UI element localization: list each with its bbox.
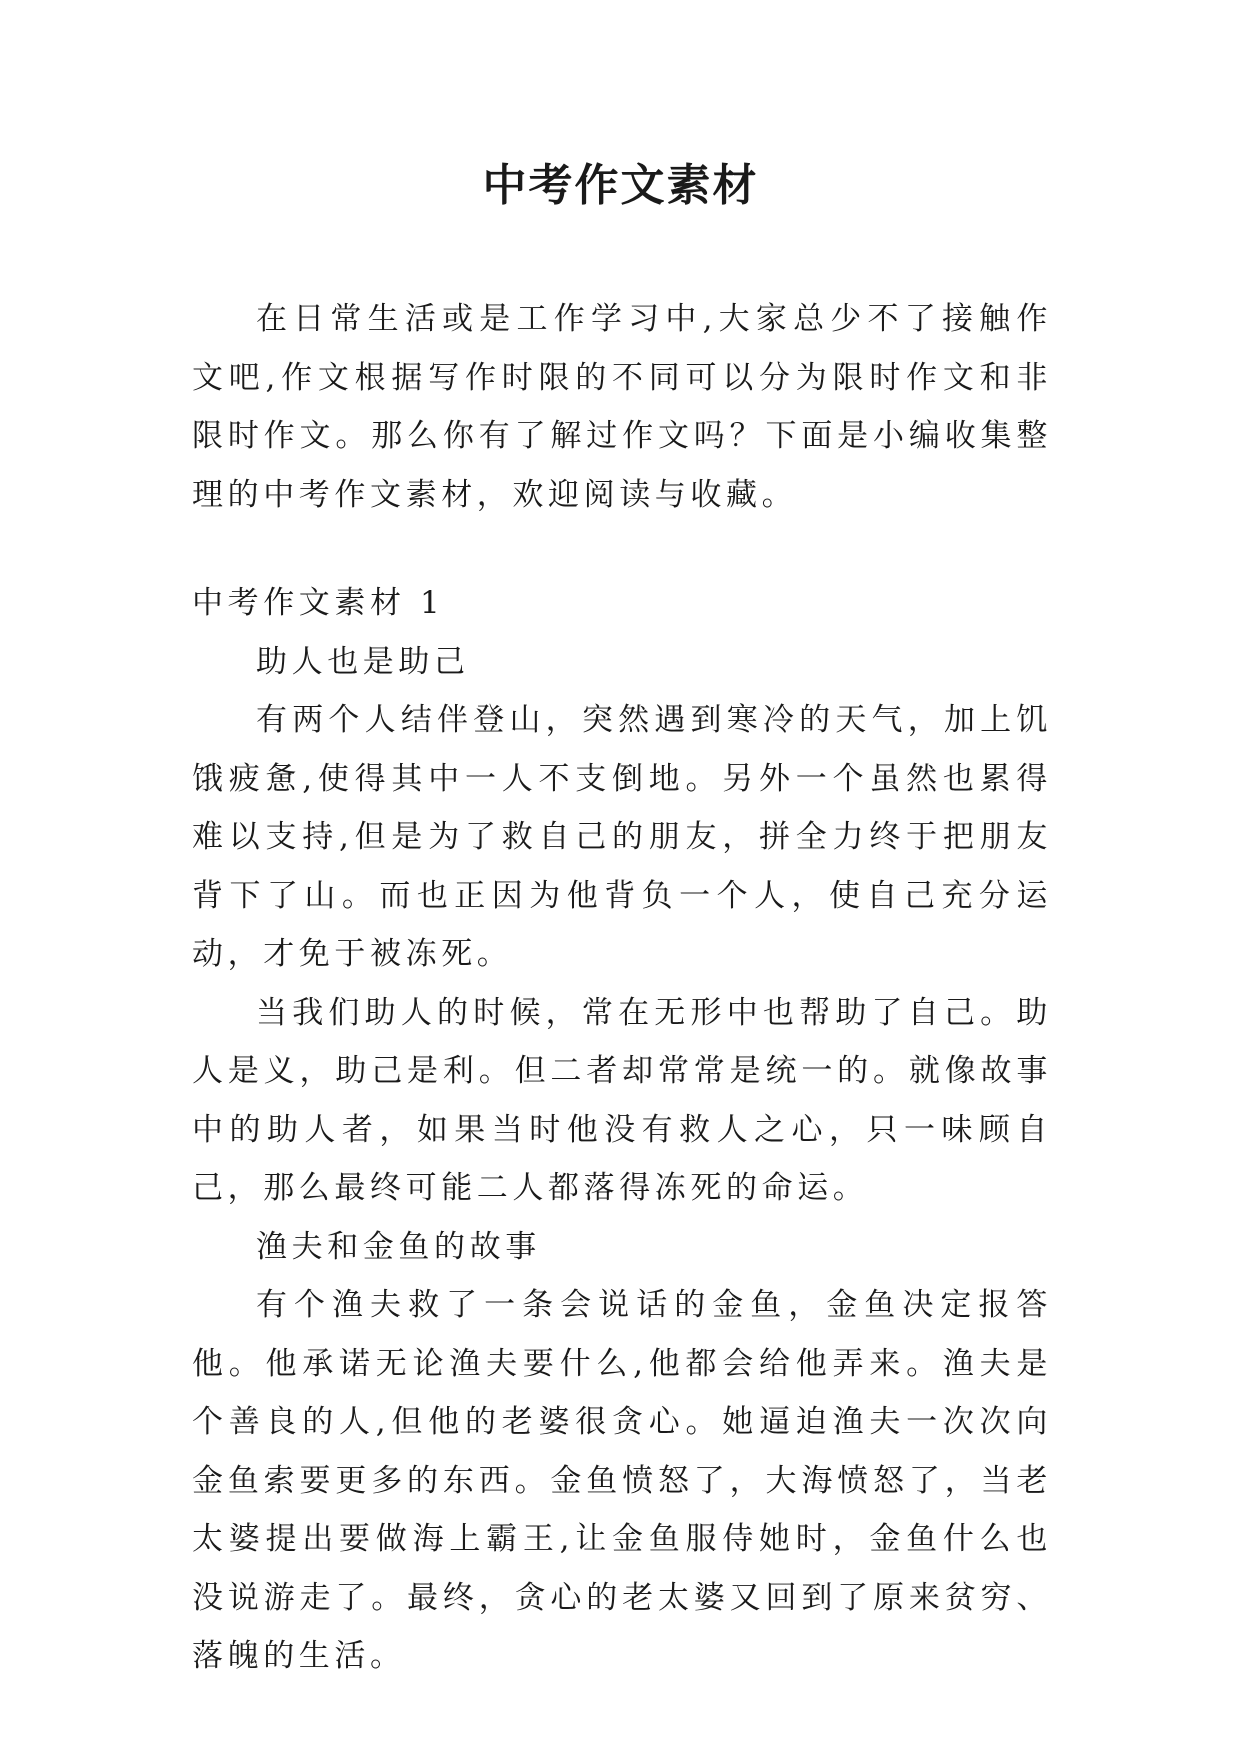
intro-paragraph: 在日常生活或是工作学习中,大家总少不了接触作文吧,作文根据写作时限的不同可以分为限时作文和非限时作文。那么你有了解过作文吗？下面是小编收集整理的中考作文素材，欢迎阅读与收藏。 [192,301,1052,513]
section-heading: 中考作文素材 1 [192,585,445,621]
paragraph-spacer [192,524,1052,574]
document-body [192,290,1052,1686]
story-1-paragraph-1: 有两个人结伴登山，突然遇到寒冷的天气，加上饥饿疲惫,使得其中一人不支倒地。另外一个虽然也累得难以支持,但是为了救自己的朋友，拼全力终于把朋友背下了山。而也正因为他背负一个人，使自己充分运动，才免于被冻死。 [192,702,1052,972]
story-2-paragraph-1: 有个渔夫救了一条会说话的金鱼，金鱼决定报答他。他承诺无论渔夫要什么,他都会给他弄来。渔夫是个善良的人,但他的老婆很贪心。她逼迫渔夫一次次向金鱼索要更多的东西。金鱼愤怒了，大海愤怒了，当老太婆提出要做海上霸王,让金鱼服侍她时，金鱼什么也没说游走了。最终，贪心的老太婆又回到了原来贫穷、落魄的生活。 [192,1287,1052,1674]
story-title-1: 助人也是助己 [256,643,470,680]
document-title: 中考作文素材 [482,160,759,211]
story-1-paragraph-2: 当我们助人的时候，常在无形中也帮助了自己。助人是义，助己是利。但二者却常常是统一的。就像故事中的助人者，如果当时他没有救人之心，只一味顾自己，那么最终可能二人都落得冻死的命运。 [192,994,1052,1206]
story-title-2: 渔夫和金鱼的故事 [256,1228,541,1265]
